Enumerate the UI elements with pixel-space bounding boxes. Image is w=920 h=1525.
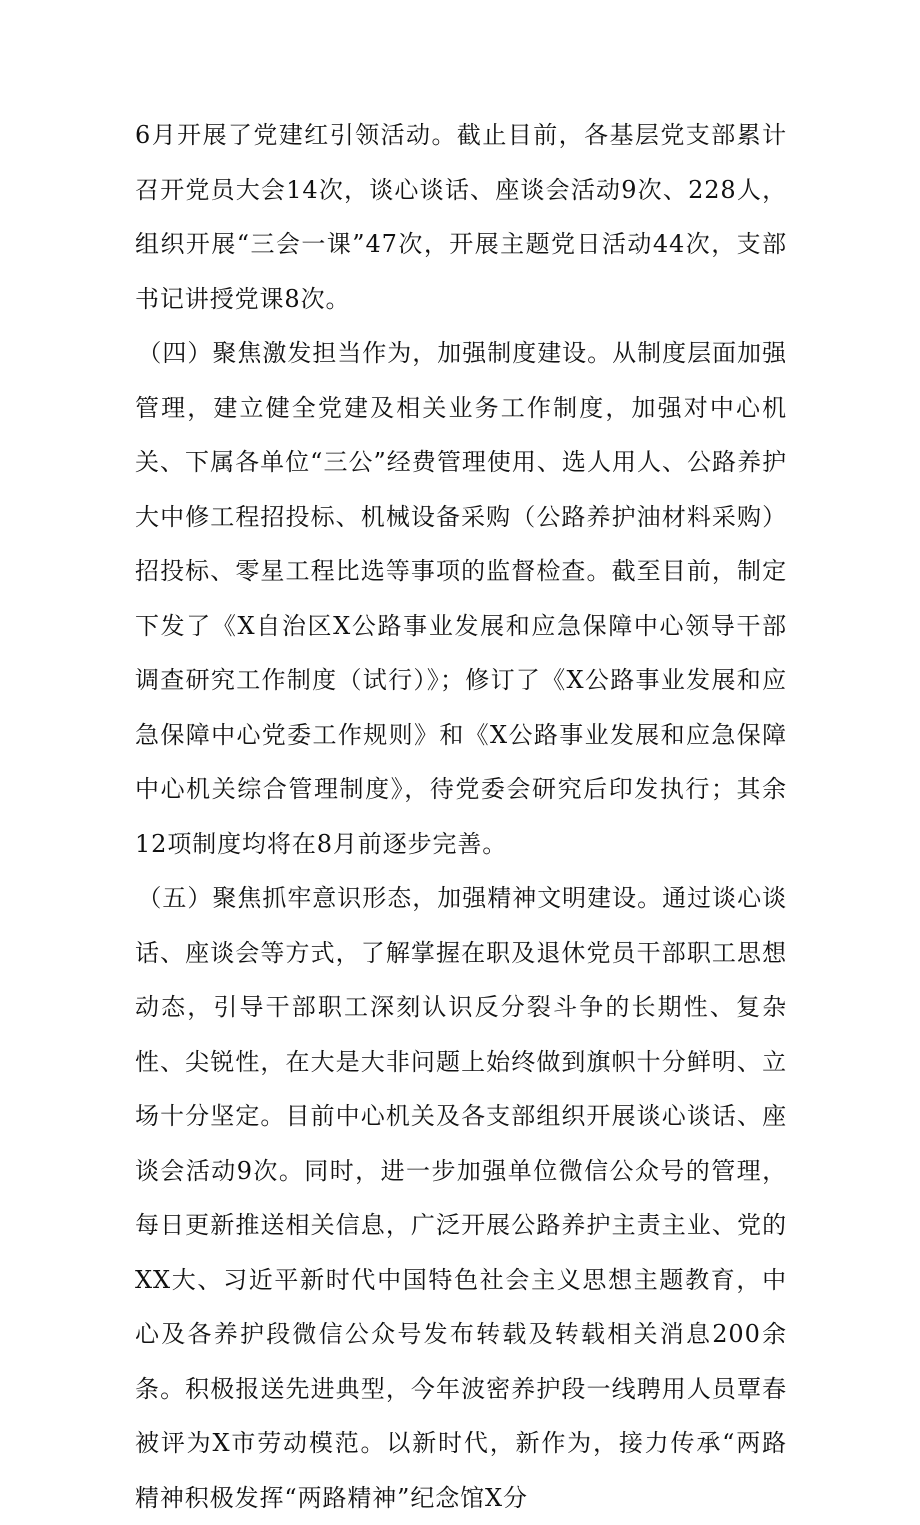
body-text bbox=[135, 108, 787, 1525]
paragraph-activities-summary: 6月开展了党建红引领活动。截止目前，各基层党支部累计召开党员大会14次，谈心谈话、座谈会活动9次、228人，组织开展“三会一课”47次，开展主题党日活动44次，支部书记讲授党课8次。 bbox=[135, 121, 787, 313]
paragraph-ideology-civilization: （五）聚焦抓牢意识形态，加强精神文明建设。通过谈心谈话、座谈会等方式，了解掌握在职及退休党员干部职工思想动态，引导干部职工深刻认识反分裂斗争的长期性、复杂性、尖锐性，在大是大非问题上始终做到旗帜十分鲜明、立场十分坚定。目前中心机关及各支部组织开展谈心谈话、座谈会活动9次。同时，进一步加强单位微信公众号的管理，每日更新推送相关信息，广泛开展公路养护主责主业、党的XX大、习近平新时代中国特色社会主义思想主题教育，中心及各养护段微信公众号发布转载及转载相关消息200余条。积极报送先进典型，今年波密养护段一线聘用人员覃春被评为X市劳动模范。以新时代，新作为，接力传承“两路精神积极发挥“两路精神”纪念馆X分 bbox=[135, 884, 787, 1512]
paragraph-system-building: （四）聚焦激发担当作为，加强制度建设。从制度层面加强管理，建立健全党建及相关业务工作制度，加强对中心机关、下属各单位“三公”经费管理使用、选人用人、公路养护大中修工程招投标、机械设备采购（公路养护油材料采购）招投标、零星工程比选等事项的监督检查。截至目前，制定下发了《X自治区X公路事业发展和应急保障中心领导干部调查研究工作制度（试行）》；修订了《X公路事业发展和应急保障中心党委工作规则》和《X公路事业发展和应急保障中心机关综合管理制度》，待党委会研究后印发执行；其余12项制度均将在8月前逐步完善。 bbox=[135, 339, 787, 858]
